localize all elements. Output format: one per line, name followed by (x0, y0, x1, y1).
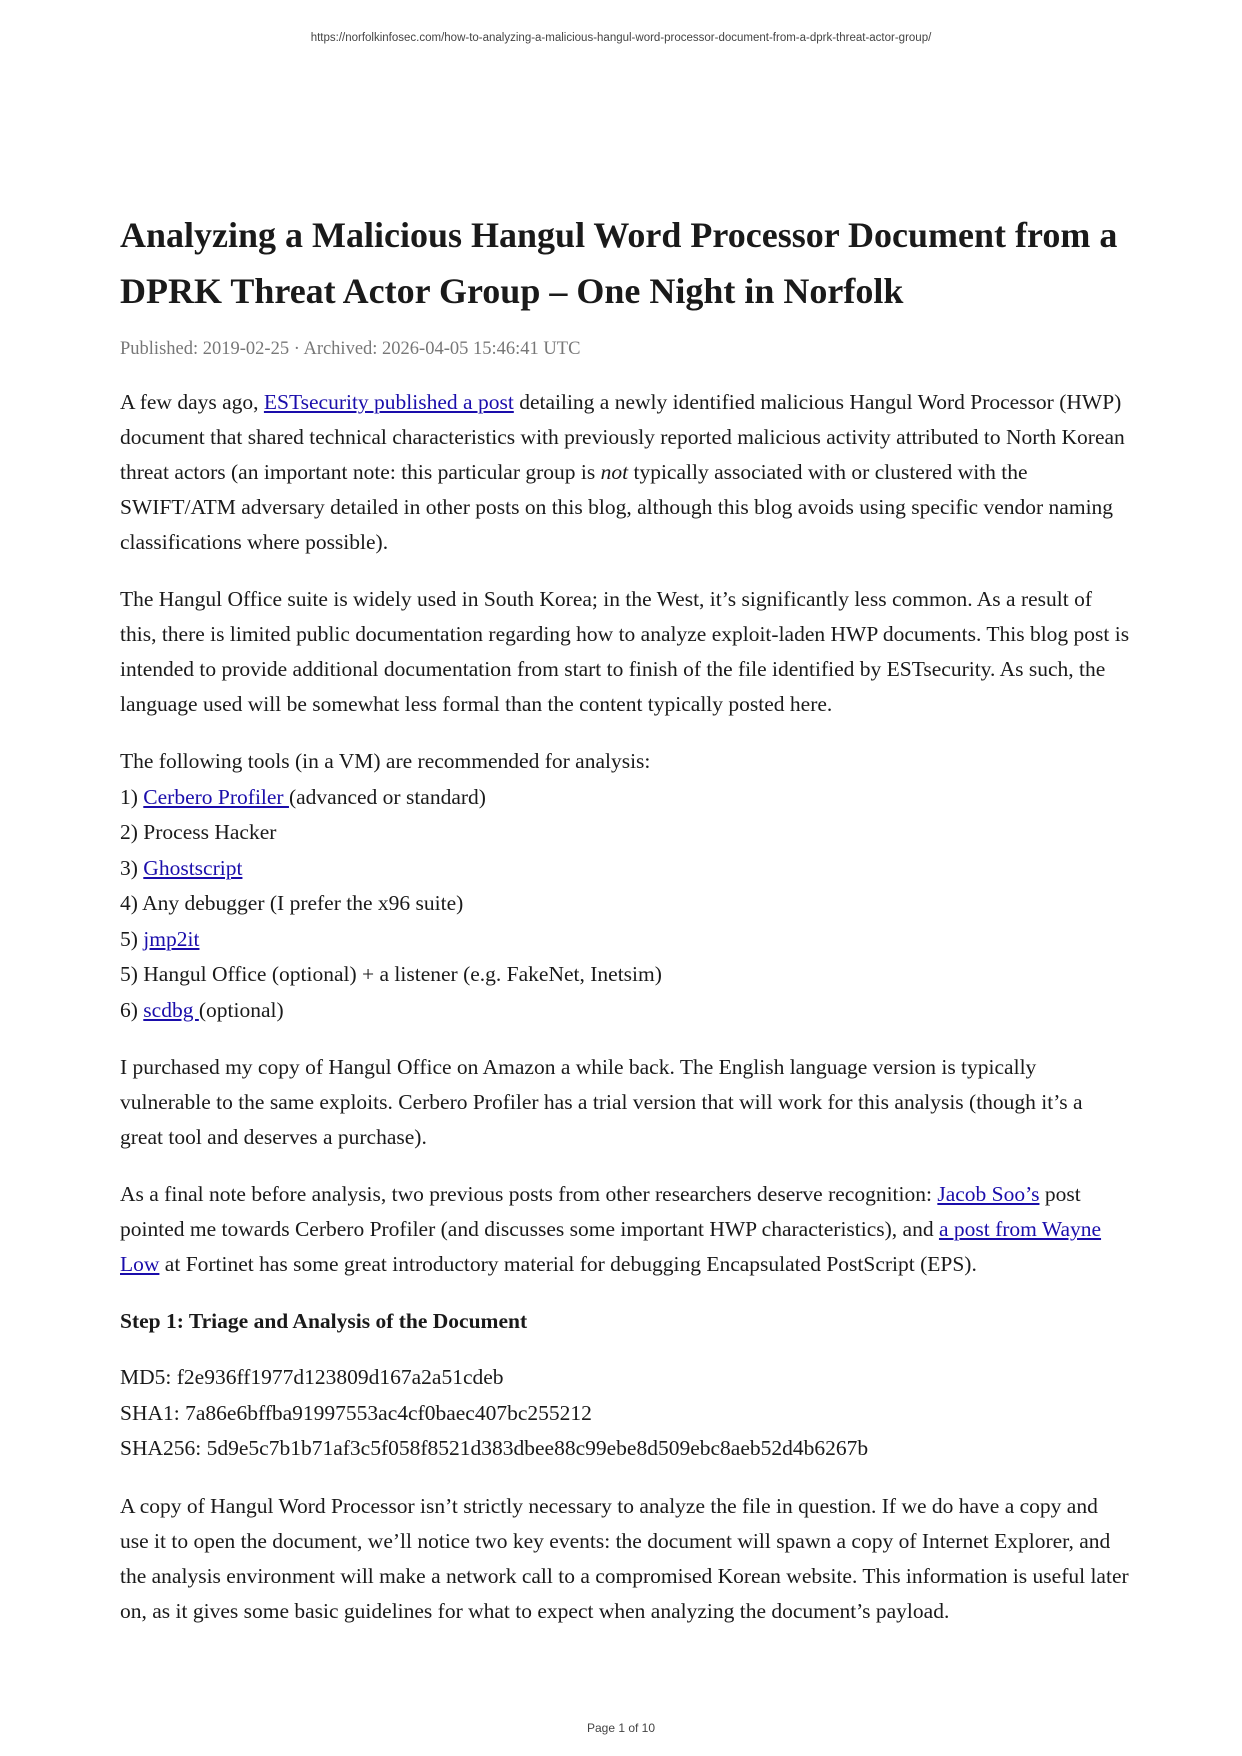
jmp2it-link[interactable]: jmp2it (143, 926, 200, 951)
recognition-text-middle: post pointed me towards Cerbero Profiler (and discusses some important HWP characteristics), and (120, 1182, 1081, 1241)
page-number: Page 1 of 10 (586, 1721, 656, 1735)
estsecurity-post-link[interactable]: ESTsecurity published a post (263, 390, 514, 414)
article-content (120, 207, 1130, 1629)
purchase-paragraph: I purchased my copy of Hangul Office on Amazon a while back. The English language version is typically vulnerable to the same exploits. Cerbero Profiler has a trial version that will work for this analysis (though it’s a great tool and deserves a purchase). (120, 1055, 1083, 1149)
intro-emphasis: not (600, 460, 629, 484)
step1-heading: Step 1: Triage and Analysis of the Document (120, 1309, 528, 1333)
hangul-office-paragraph: The Hangul Office suite is widely used in South Korea; in the West, it’s significantly less common. As a result of this, there is limited public documentation regarding how to analyze exploit-laden HWP documents. This blog post is intended to provide additional documentation from start to finish of the file identified by ESTsecurity. As such, the language used will be somewhat less formal than the content typically posted here. (120, 587, 1130, 716)
list-item-jmp2it (120, 922, 1130, 958)
recognition-text-start: As a final note before analysis, two previous posts from other researchers deserve recognition: (120, 1182, 938, 1206)
tools-intro: The following tools (in a VM) are recommended for analysis: (120, 749, 651, 773)
sha1-hash: SHA1: 7a86e6bffba91997553ac4cf0baec407bc255212 (120, 1400, 592, 1425)
list-item-prefix: 5) (120, 926, 144, 951)
intro-text-middle: detailing a newly identified malicious Hangul Word Processor (HWP) document that shared technical characteristics with previously reported malicious activity attributed to North Korean threat actors (an important note: this particular group is (120, 390, 1125, 484)
jacob-soo-link[interactable]: Jacob Soo’s (937, 1182, 1040, 1206)
recognition-paragraph (120, 1177, 1130, 1282)
list-item-scdbg (120, 993, 1130, 1029)
ghostscript-link[interactable]: Ghostscript (143, 855, 243, 880)
list-item-prefix: 1) (120, 784, 144, 809)
article-title (120, 207, 1130, 319)
cerbero-profiler-link[interactable]: Cerbero Profiler (143, 784, 289, 809)
publish-meta: Published: 2019-02-25 · Archived: 2026-04-05 15:46:41 UTC (120, 339, 581, 359)
scdbg-link[interactable]: scdbg (143, 997, 199, 1022)
article-title-line2: DPRK Threat Actor Group – One Night in Norfolk (120, 271, 904, 311)
md5-hash: MD5: f2e936ff1977d123809d167a2a51cdeb (120, 1365, 504, 1389)
sha256-hash: SHA256: 5d9e5c7b1b71af3c5f058f8521d383dbee88c99ebe8d509ebc8aeb52d4b6267b (120, 1436, 869, 1460)
list-item-prefix: 6) (120, 997, 144, 1022)
wayne-low-link[interactable]: a post from Wayne Low (120, 1217, 1102, 1276)
tools-list (120, 744, 1130, 1028)
list-item-hangul-office: 5) Hangul Office (optional) + a listener (e.g. FakeNet, Inetsim) (120, 962, 662, 986)
intro-text-start: A few days ago, (120, 390, 264, 414)
recognition-text-end: at Fortinet has some great introductory material for debugging Encapsulated PostScript (EPS). (159, 1252, 977, 1276)
list-item-prefix: 3) (120, 855, 144, 880)
list-item-cerbero (120, 780, 1130, 816)
intro-text-end: typically associated with or clustered with the SWIFT/ATM adversary detailed in other posts on this blog, although this blog avoids using specific vendor naming classifications where possible). (120, 460, 1114, 554)
intro-paragraph (120, 385, 1130, 560)
list-item-suffix: (advanced or standard) (288, 784, 486, 809)
list-item-debugger: 4) Any debugger (I prefer the x96 suite) (120, 891, 464, 915)
page-url-header: https://norfolkinfosec.com/how-to-analyzing-a-malicious-hangul-word-processor-document-from-a-dprk-threat-actor-group/ (310, 32, 932, 44)
article-title-line1: Analyzing a Malicious Hangul Word Processor Document from a (120, 215, 1118, 255)
analysis-paragraph: A copy of Hangul Word Processor isn’t strictly necessary to analyze the file in question. If we do have a copy and use it to open the document, we’ll notice two key events: the document will spawn a copy of Internet Explorer, and the analysis environment will make a network call to a compromised Korean website. This information is useful later on, as it gives some basic guidelines for what to expect when analyzing the document’s payload. (120, 1493, 1129, 1623)
list-item-suffix: (optional) (198, 997, 284, 1022)
list-item-ghostscript (120, 851, 1130, 887)
list-item-process-hacker: 2) Process Hacker (120, 820, 277, 844)
hash-list (120, 1360, 1130, 1467)
